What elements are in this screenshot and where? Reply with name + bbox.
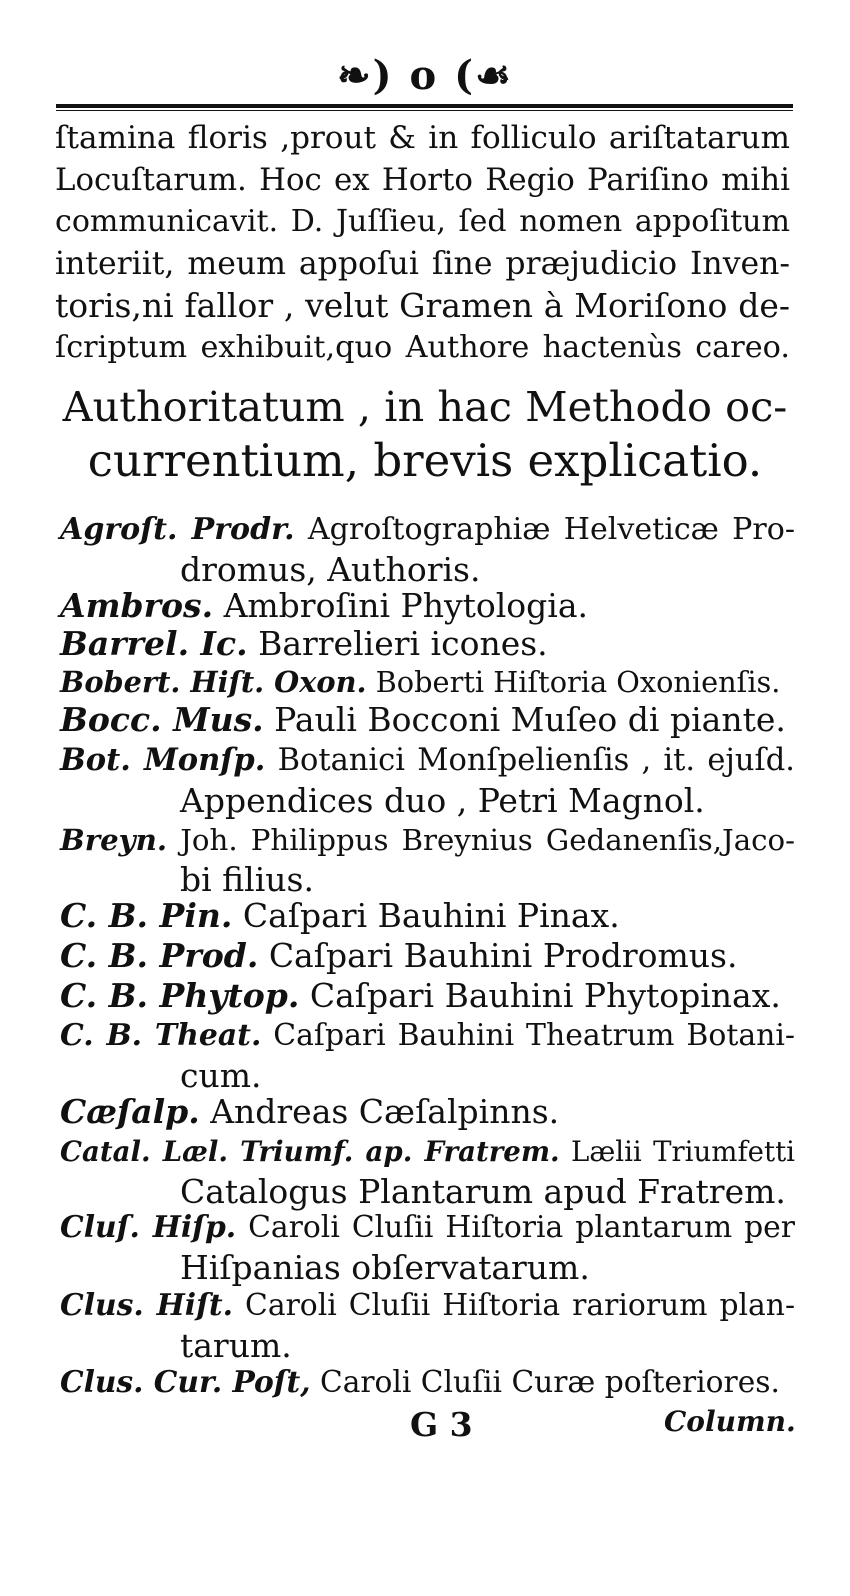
page-header-ornament: ❧) o (☙	[337, 52, 513, 99]
entry-abbreviation: C. B. Pin.	[60, 896, 233, 935]
entry-text: Caroli Cluſii Curæ poſteriores.	[320, 1364, 780, 1399]
entry-text: Caſpari Bauhini Phytopinax.	[309, 976, 781, 1015]
entry-continuation: Catalogus Plantarum apud Fratrem.	[180, 1172, 786, 1211]
entry-abbreviation: Clus. Hiſt.	[60, 1288, 234, 1323]
entry-text: Pauli Bocconi Muſeo di piante.	[274, 700, 786, 739]
entry-continuation: dromus, Authoris.	[180, 550, 481, 589]
authority-entry	[60, 662, 795, 702]
entry-continuation: bi filius.	[180, 860, 314, 899]
entry-text: Joh. Philippus Breynius Gedanenſis,Jaco-	[180, 823, 795, 857]
entry-abbreviation: Bot. Monſp.	[60, 742, 266, 778]
authority-entry	[60, 1016, 795, 1096]
entry-text: Boberti Hiſtoria Oxonienſis.	[375, 665, 781, 699]
authority-entry	[60, 624, 795, 664]
entry-abbreviation: C. B. Prod.	[60, 936, 259, 975]
entry-abbreviation: Clus. Cur. Poſt,	[60, 1364, 311, 1399]
section-heading-line-2: currentium, brevis explicatio.	[87, 434, 763, 487]
intro-line: ſtamina floris ,prout & in folliculo ariſtatarum	[55, 120, 790, 156]
entry-text: Caſpari Bauhini Theatrum Botani-	[273, 1018, 795, 1053]
authority-entry	[60, 586, 795, 626]
authority-entry	[60, 1132, 795, 1212]
entry-text: Agroſtographiæ Helveticæ Pro-	[307, 512, 795, 547]
entry-abbreviation: Breyn.	[60, 823, 168, 857]
entry-abbreviation: C. B. Phytop.	[60, 976, 300, 1015]
entry-abbreviation: C. B. Theat.	[60, 1018, 262, 1053]
authority-entry	[60, 936, 795, 976]
entry-abbreviation: Barrel. Ic.	[60, 624, 248, 663]
intro-line: interiit, meum appoſui ſine præjudicio Inven-	[55, 246, 790, 282]
authority-entry	[60, 1092, 795, 1132]
authority-entry	[60, 510, 795, 590]
entry-text: Caroli Cluſii Hiſtoria plantarum per	[248, 1210, 795, 1245]
entry-abbreviation: Agroſt. Prodr.	[60, 512, 295, 547]
entry-continuation: tarum.	[180, 1326, 292, 1365]
signature-mark: G 3	[410, 1405, 473, 1444]
entry-abbreviation: Cluſ. Hiſp.	[60, 1210, 237, 1245]
entry-text: Caſpari Bauhini Pinax.	[242, 896, 620, 935]
intro-line: Locuſtarum. Hoc ex Horto Regio Pariſino mihi	[55, 162, 790, 198]
entry-text: Barrelieri icones.	[258, 624, 548, 663]
intro-line: ſcriptum exhibuit,quo Authore hactenùs careo.	[55, 330, 790, 365]
authority-entry	[60, 820, 795, 900]
entry-abbreviation: Cæſalp.	[60, 1092, 200, 1131]
section-heading-line-1: Authoritatum , in hac Methodo oc-	[62, 383, 788, 431]
entry-text: Caroli Cluſii Hiſtoria rariorum plan-	[245, 1288, 795, 1323]
header-rule	[56, 104, 793, 110]
entry-text: Caſpari Bauhini Prodromus.	[268, 936, 738, 975]
authority-entry	[60, 1362, 795, 1402]
entry-abbreviation: Catal. Læl. Triumf. ap. Fratrem.	[60, 1135, 560, 1168]
authority-entry	[60, 1286, 795, 1366]
entry-abbreviation: Bobert. Hiſt. Oxon.	[60, 665, 367, 699]
entry-text: Ambroſini Phytologia.	[223, 586, 589, 625]
entry-text: Lælii Triumfetti	[571, 1135, 795, 1168]
authority-entry	[60, 976, 795, 1016]
authority-entry	[60, 700, 795, 740]
entry-continuation: Appendices duo , Petri Magnol.	[180, 781, 705, 820]
authority-entry	[60, 1208, 795, 1288]
entry-abbreviation: Bocc. Mus.	[60, 700, 264, 739]
authority-entry	[60, 896, 795, 936]
intro-line: toris,ni fallor , velut Gramen à Moriſono de-	[55, 286, 790, 325]
entry-text: Botanici Monſpelienſis , it. ejuſd.	[277, 743, 795, 778]
authority-entry	[60, 740, 795, 821]
catchword: Column.	[664, 1405, 796, 1438]
page-footer	[0, 1405, 850, 1455]
intro-line: communicavit. D. Juſſieu, ſed nomen appoſitum	[55, 204, 790, 239]
entry-continuation: Hiſpanias obſervatarum.	[180, 1248, 590, 1287]
entry-abbreviation: Ambros.	[60, 586, 214, 625]
entry-text: Andreas Cæſalpinns.	[210, 1092, 560, 1131]
entry-continuation: cum.	[180, 1056, 262, 1095]
